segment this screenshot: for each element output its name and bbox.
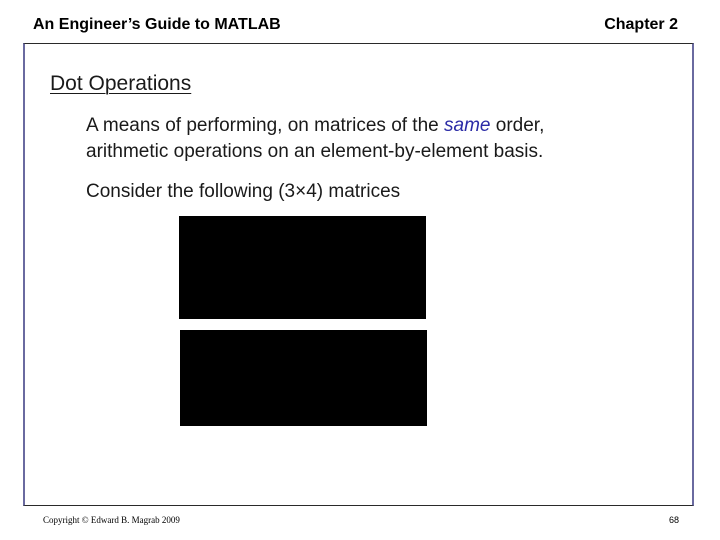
matrix-image-a <box>179 216 426 319</box>
matrix-image-b <box>180 330 427 426</box>
definition-text-after: order, <box>490 115 545 136</box>
definition-text-before: A means of performing, on matrices of the <box>86 115 445 136</box>
emphasis-same: same <box>444 115 491 136</box>
footer-copyright: Copyright © Edward B. Magrab 2009 <box>43 515 180 525</box>
header-book-title: An Engineer’s Guide to MATLAB <box>33 16 281 33</box>
definition-line-1 <box>86 113 544 139</box>
slide-title: Dot Operations <box>50 72 192 95</box>
footer-page-number: 68 <box>668 515 679 525</box>
consider-paragraph: Consider the following (3×4) matrices <box>86 181 401 202</box>
definition-line-2: arithmetic operations on an element-by-element basis. <box>86 141 544 162</box>
header-chapter: Chapter 2 <box>604 16 678 33</box>
definition-paragraph <box>86 113 544 165</box>
